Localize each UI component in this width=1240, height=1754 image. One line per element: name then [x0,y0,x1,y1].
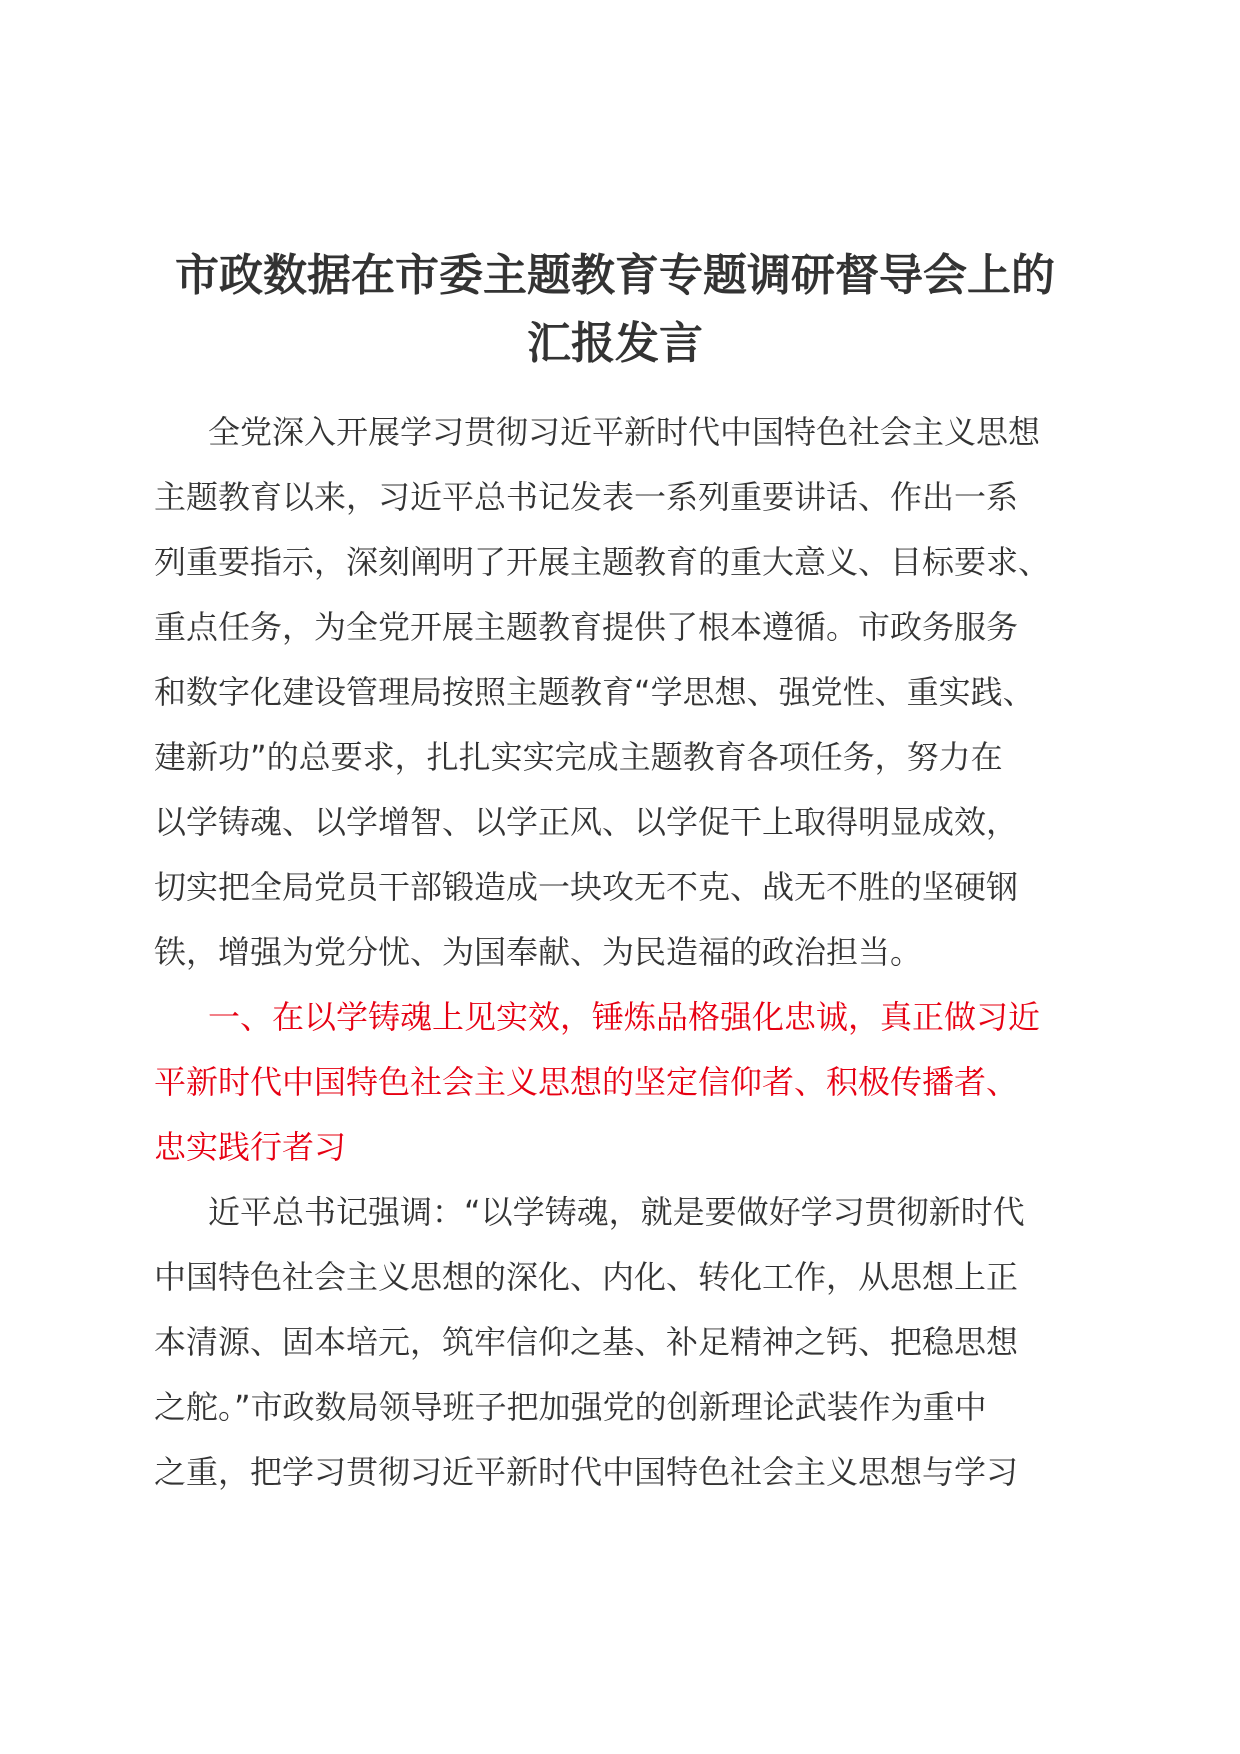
paragraph-intro [154,400,1084,985]
heading-line: 忠实践行者习 [154,1128,347,1166]
title-line-1: 市政数据在市委主题教育专题调研督导会上的 [175,250,1055,301]
text-line: 本清源、固本培元，筑牢信仰之基、补足精神之钙、把稳思想 [154,1323,1019,1361]
section-heading-1 [154,985,1084,1180]
text-line: 全党深入开展学习贯彻习近平新时代中国特色社会主义思想 [208,413,1041,451]
text-line: 切实把全局党员干部锻造成一块攻无不克、战无不胜的坚硬钢 [154,868,1019,906]
text-line: 主题教育以来，习近平总书记发表一系列重要讲话、作出一系 [154,478,1019,516]
text-line: 中国特色社会主义思想的深化、内化、转化工作，从思想上正 [154,1258,1019,1296]
text-line: 铁，增强为党分忧、为国奉献、为民造福的政治担当。 [154,933,923,971]
text-line: 之重，把学习贯彻习近平新时代中国特色社会主义思想与学习 [154,1453,1019,1491]
text-line: 列重要指示，深刻阐明了开展主题教育的重大意义、目标要求、 [154,543,1051,581]
text-line: 建新功”的总要求，扎扎实实完成主题教育各项任务，努力在 [154,738,1003,776]
document-title [150,242,1080,378]
heading-line: 平新时代中国特色社会主义思想的坚定信仰者、积极传播者、 [154,1063,1019,1101]
document-body [154,400,1084,1505]
paragraph-section-1 [154,1180,1084,1505]
title-line-2: 汇报发言 [527,318,703,369]
heading-line: 一、在以学铸魂上见实效，锤炼品格强化忠诚，真正做习近 [208,998,1041,1036]
text-line: 重点任务，为全党开展主题教育提供了根本遵循。市政务服务 [154,608,1019,646]
text-line: 以学铸魂、以学增智、以学正风、以学促干上取得明显成效， [154,803,1019,841]
text-line: 和数字化建设管理局按照主题教育“学思想、强党性、重实践、 [154,673,1035,711]
text-line: 近平总书记强调：“以学铸魂，就是要做好学习贯彻新时代 [208,1193,1025,1231]
text-line: 之舵。”市政数局领导班子把加强党的创新理论武装作为重中 [154,1388,987,1426]
